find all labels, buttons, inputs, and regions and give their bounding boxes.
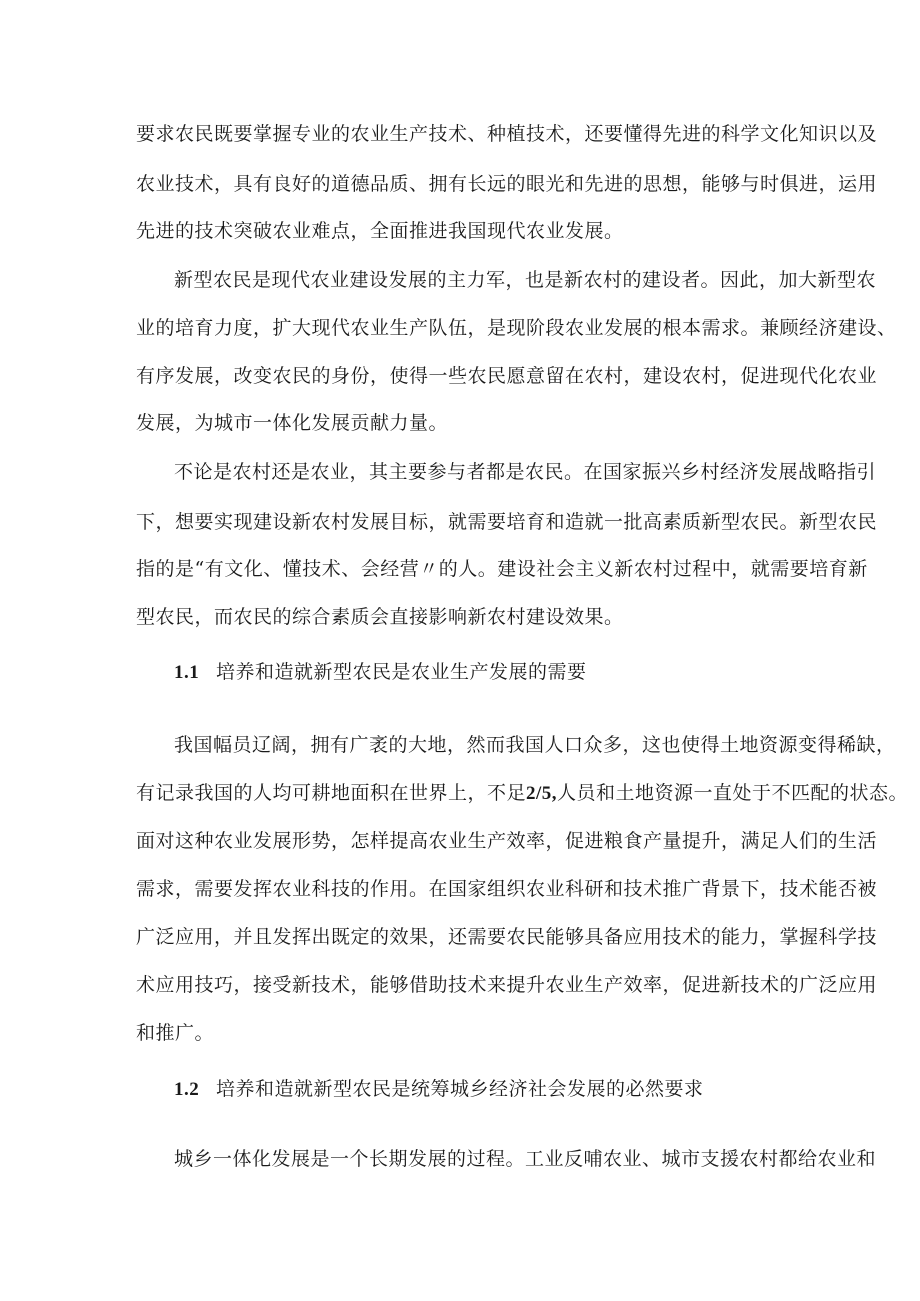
paragraph-4-line-3: 面对这种农业发展形势，怎样提高农业生产效率，促进粮食产量提升，满足人们的生活: [136, 830, 878, 852]
paragraph-4-line-4: 需求，需要发挥农业科技的作用。在国家组织农业科研和技术推广背景下，技术能否被: [136, 878, 878, 900]
paragraph-4-line-6: 术应用技巧，接受新技术，能够借助技术来提升农业生产效率，促进新技术的广泛应用: [136, 974, 878, 996]
paragraph-1-line-2: 农业技术，具有良好的道德品质、拥有长远的眼光和先进的思想，能够与时俱进，运用: [136, 173, 878, 195]
section-heading-1-2: [174, 1077, 704, 1102]
section-title: 培养和造就新型农民是统筹城乡经济社会发展的必然要求: [216, 1078, 704, 1100]
paragraph-3-line-2: 下，想要实现建设新农村发展目标，就需要培育和造就一批高素质新型农民。新型农民: [136, 511, 878, 533]
paragraph-4-line-7: 和推广。: [136, 1022, 215, 1044]
section-title: 培养和造就新型农民是农业生产发展的需要: [216, 661, 587, 683]
section-heading-1-1: [174, 660, 587, 685]
section-number: 1.1: [174, 662, 200, 683]
paragraph-4-line-2: [136, 781, 909, 806]
ratio-value: 2/5,: [526, 783, 558, 804]
paragraph-2-line-2: 业的培育力度，扩大现代农业生产队伍，是现阶段农业发展的根本需求。兼顾经济建设、: [136, 317, 897, 339]
paragraph-4-line-5: 广泛应用，并且发挥出既定的效果，还需要农民能够具备应用技术的能力，掌握科学技: [136, 926, 878, 948]
paragraph-1-line-1: 要求农民既要掌握专业的农业生产技术、种植技术，还要懂得先进的科学文化知识以及: [136, 123, 878, 145]
paragraph-4-line-1: 我国幅员辽阔，拥有广袤的大地，然而我国人口众多，这也使得土地资源变得稀缺，: [174, 734, 896, 756]
paragraph-5-line-1: 城乡一体化发展是一个长期发展的过程。工业反哺农业、城市支援农村都给农业和: [174, 1148, 877, 1170]
paragraph-3-line-3: 指的是“有文化、懂技术、会经营〃的人。建设社会主义新农村过程中，就需要培育新: [136, 558, 868, 580]
paragraph-4-line-2-post: 人员和土地资源一直处于不匹配的状态。: [557, 782, 909, 804]
paragraph-4-line-2-pre: 有记录我国的人均可耕地面积在世界上，不足: [136, 782, 527, 804]
paragraph-2-line-1: 新型农民是现代农业建设发展的主力军，也是新农村的建设者。因此，加大新型农: [174, 269, 877, 291]
paragraph-3-line-1: 不论是农村还是农业，其主要参与者都是农民。在国家振兴乡村经济发展战略指引: [174, 461, 877, 483]
paragraph-1-line-3: 先进的技术突破农业难点，全面推进我国现代农业发展。: [136, 220, 624, 242]
section-number: 1.2: [174, 1079, 200, 1100]
paragraph-3-line-4: 型农民，而农民的综合素质会直接影响新农村建设效果。: [136, 606, 624, 628]
paragraph-2-line-3: 有序发展，改变农民的身份，使得一些农民愿意留在农村，建设农村，促进现代化农业: [136, 365, 878, 387]
paragraph-2-line-4: 发展，为城市一体化发展贡献力量。: [136, 412, 449, 434]
